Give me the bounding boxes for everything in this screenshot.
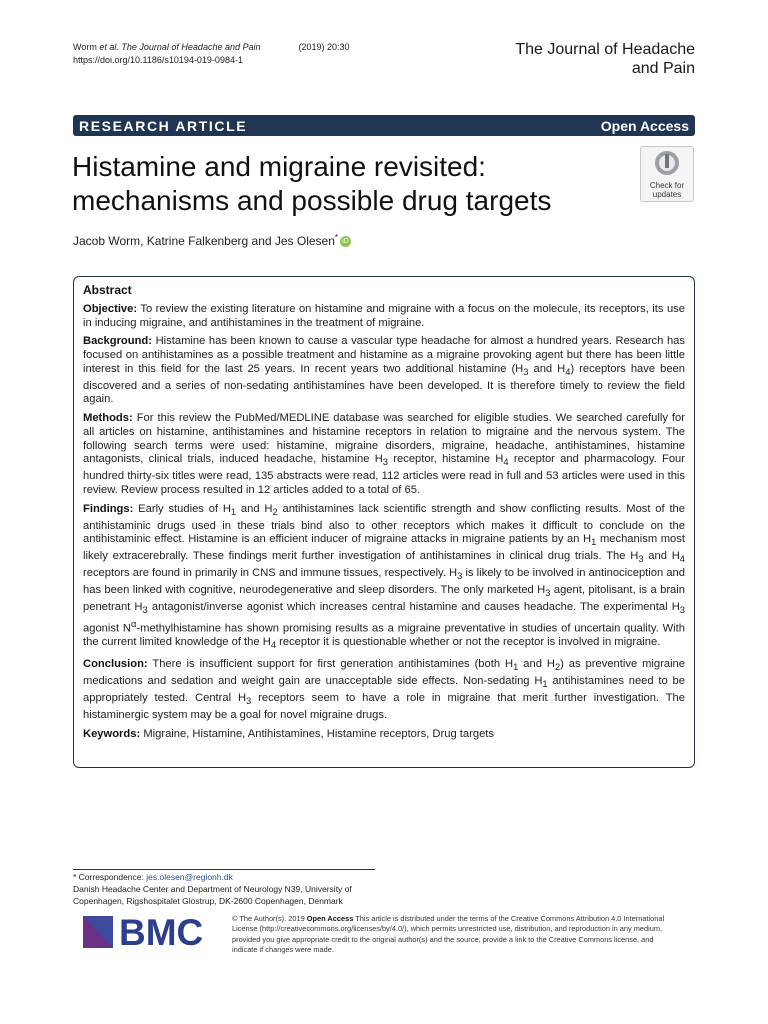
conclusion-label: Conclusion: <box>83 658 148 671</box>
subscript: 1 <box>591 537 597 548</box>
bmc-logo <box>83 912 218 952</box>
keywords-text: Migraine, Histamine, Antihistamines, Histamine receptors, Drug targets <box>143 727 494 740</box>
subscript: 4 <box>565 367 571 378</box>
methods-label: Methods: <box>83 412 133 425</box>
findings-text: -methylhistamine has shown promising results as a migraine preventative in studies of uncertain quality. With the current limited knowledge of the H <box>83 622 685 649</box>
article-type: RESEARCH ARTICLE <box>79 117 248 134</box>
abstract-box <box>73 276 695 768</box>
citation-author: Worm <box>73 42 97 52</box>
abstract-heading: Abstract <box>83 283 132 297</box>
citation-journal: The Journal of Headache and Pain <box>121 42 261 52</box>
methods-text: receptor, histamine H <box>387 453 504 466</box>
correspondence-prefix: * Correspondence: <box>73 872 147 882</box>
affiliation-line2: Copenhagen, Rigshospitalet Glostrup, DK-2600 Copenhagen, Denmark <box>73 896 343 906</box>
subscript: 3 <box>142 605 148 616</box>
subscript: 1 <box>542 679 548 690</box>
findings-label: Findings: <box>83 502 134 515</box>
keywords-label: Keywords: <box>83 727 141 740</box>
abstract-methods <box>83 412 685 497</box>
footnote-divider <box>73 869 375 870</box>
findings-text: mechanism most likely extracerebrally. These findings merit further investigation of antihistamines in clinical drug trials. The H <box>83 533 685 563</box>
citation-block <box>73 41 350 67</box>
citation-year: (2019) 20:30 <box>298 42 350 52</box>
license-url-link[interactable]: http://creativecommons.org/licenses/by/4.0/ <box>262 924 405 934</box>
correspondence-email-link[interactable]: jes.olesen@regionh.dk <box>146 872 233 882</box>
corresponding-mark: * <box>334 233 339 242</box>
subscript: 3 <box>382 457 388 468</box>
journal-name-line1: The Journal of Headache <box>515 41 695 58</box>
background-label: Background: <box>83 335 152 348</box>
license-text: This article is distributed under the terms of the Creative Commons Attribution 4.0 International License ( <box>232 914 665 934</box>
orcid-icon[interactable]: iD <box>340 236 351 247</box>
subscript: 3 <box>638 554 644 565</box>
check-for-updates-button[interactable] <box>640 146 694 202</box>
doi-link[interactable]: https://doi.org/10.1186/s10194-019-0984-1 <box>73 55 243 65</box>
superscript: α <box>131 618 137 629</box>
correspondence-footnote <box>73 871 383 907</box>
subscript: 4 <box>503 457 509 468</box>
subscript: 3 <box>246 696 252 707</box>
findings-text: and H <box>643 550 680 563</box>
conclusion-text: There is insufficient support for first generation antihistamines (both H <box>152 658 514 671</box>
conclusion-text: ) as preventive migraine medications and sedation and weight gain are unacceptable side effects. Non-sedating H <box>83 658 686 688</box>
check-updates-line2: updates <box>652 190 682 199</box>
journal-name-line2: and Pain <box>631 60 695 77</box>
subscript: 3 <box>679 605 685 616</box>
abstract-objective <box>83 303 685 330</box>
subscript: 1 <box>513 662 519 673</box>
license-open-access: Open Access <box>306 914 354 923</box>
subscript: 3 <box>523 367 529 378</box>
subscript: 3 <box>457 571 463 582</box>
author-list <box>73 233 351 248</box>
methods-text: For this review the PubMed/MEDLINE database was searched for eligible studies. We searched carefully for all articles on histamine, antihistamines and histamine receptors in relation to migraine and the nervous system. The following search terms were used: histamine, migraine disorders, migraine, headache, antihistamines, histamine antagonists, clinical trials, induced headache, histamine H <box>83 412 685 466</box>
subscript: 2 <box>272 506 278 517</box>
findings-text: antihistamines lack scientific strength and show conflicting results. Most of the antihistaminic drugs used in these trials bind also to other receptors which makes it difficult to conclude on the antihistaminic effect. Histamine is an efficient inducer of migraine attacks in migraine patients by an H <box>83 502 685 546</box>
check-updates-icon <box>654 150 680 176</box>
findings-text: agent, pitolisant, is a brain penetrant H <box>83 584 685 613</box>
check-updates-line1: Check for <box>649 181 685 190</box>
bmc-logo-text: BMC <box>119 912 204 952</box>
affiliation-line1: Danish Headache Center and Department of Neurology N39, University of <box>73 884 352 894</box>
findings-text: antagonist/inverse agonist which increases central histamine and causes headache. The experimental H <box>147 601 680 613</box>
subscript: 1 <box>230 506 237 517</box>
objective-label: Objective: <box>83 303 138 315</box>
subscript: 4 <box>679 554 685 565</box>
open-access-label: Open Access <box>600 117 689 134</box>
article-type-banner <box>73 115 695 136</box>
background-text: Histamine has been known to cause a vascular type headache for almost a hundred years. Research has focused on antihistamines as a possible treatment and histamine as a migraine provoking agent but there has been little interest in this field for the last 25 years. In recent years two additional histamine (H <box>83 335 685 375</box>
findings-text: receptor it is questionable whether or not the receptor is involved in migraine. <box>276 636 661 649</box>
findings-text: receptors are found in primarily in CNS and immune tissues, respectively. H <box>83 567 458 580</box>
license-text: © The Author(s). 2019 <box>232 914 307 923</box>
abstract-findings <box>83 503 685 654</box>
abstract-keywords <box>83 728 685 742</box>
license-text: ), which permits unrestricted use, distribution, and reproduction in any medium, provided you give appropriate credit to the original author(s) and the source, provide a link to the Creative Commons license, and indicate if changes were made. <box>232 924 663 955</box>
background-text: and H <box>528 362 566 375</box>
license-notice <box>232 914 677 956</box>
title-line2: mechanisms and possible drug targets <box>72 185 552 216</box>
abstract-conclusion <box>83 658 685 723</box>
article-title <box>72 150 612 218</box>
conclusion-text: receptors seem to have a role in migraine that merit further investigation. The histaminergic system may be a goal for novel migraine drugs. <box>83 692 685 722</box>
citation-etal: et al. <box>99 42 119 52</box>
authors-text: Jacob Worm, Katrine Falkenberg and Jes Olesen <box>73 234 335 248</box>
background-text: ) receptors have been discovered and a series of non-sedating antihistamines have been developed. It is therefore timely to review the field again. <box>83 362 685 406</box>
subscript: 3 <box>545 588 551 599</box>
conclusion-text: antihistamines need to be appropriately tested. Central H <box>83 675 685 705</box>
methods-text: receptor and pharmacology. Four hundred thirty-six titles were read, 135 abstracts were read, 112 articles were read in full and 53 articles were used in this review. Review process resulted in 12 articles added to a total of 65. <box>83 453 685 496</box>
abstract-background <box>83 335 685 407</box>
subscript: 2 <box>554 662 561 673</box>
title-line1: Histamine and migraine revisited: <box>72 151 486 182</box>
journal-name <box>515 40 695 78</box>
findings-text: agonist N <box>83 622 131 635</box>
objective-text: To review the existing literature on histamine and migraine with a focus on the molecule, its receptors, its use in inducing migraine, and antihistamines in the treatment of migraine. <box>83 303 685 329</box>
findings-text: and H <box>236 502 273 515</box>
findings-text: Early studies of H <box>138 502 231 515</box>
conclusion-text: and H <box>518 658 555 671</box>
subscript: 4 <box>270 640 277 651</box>
findings-text: is likely to be involved in antinociception and has been linked with cognitive, neurodegenerative and sleep disorders. The only marketed H <box>83 567 685 597</box>
